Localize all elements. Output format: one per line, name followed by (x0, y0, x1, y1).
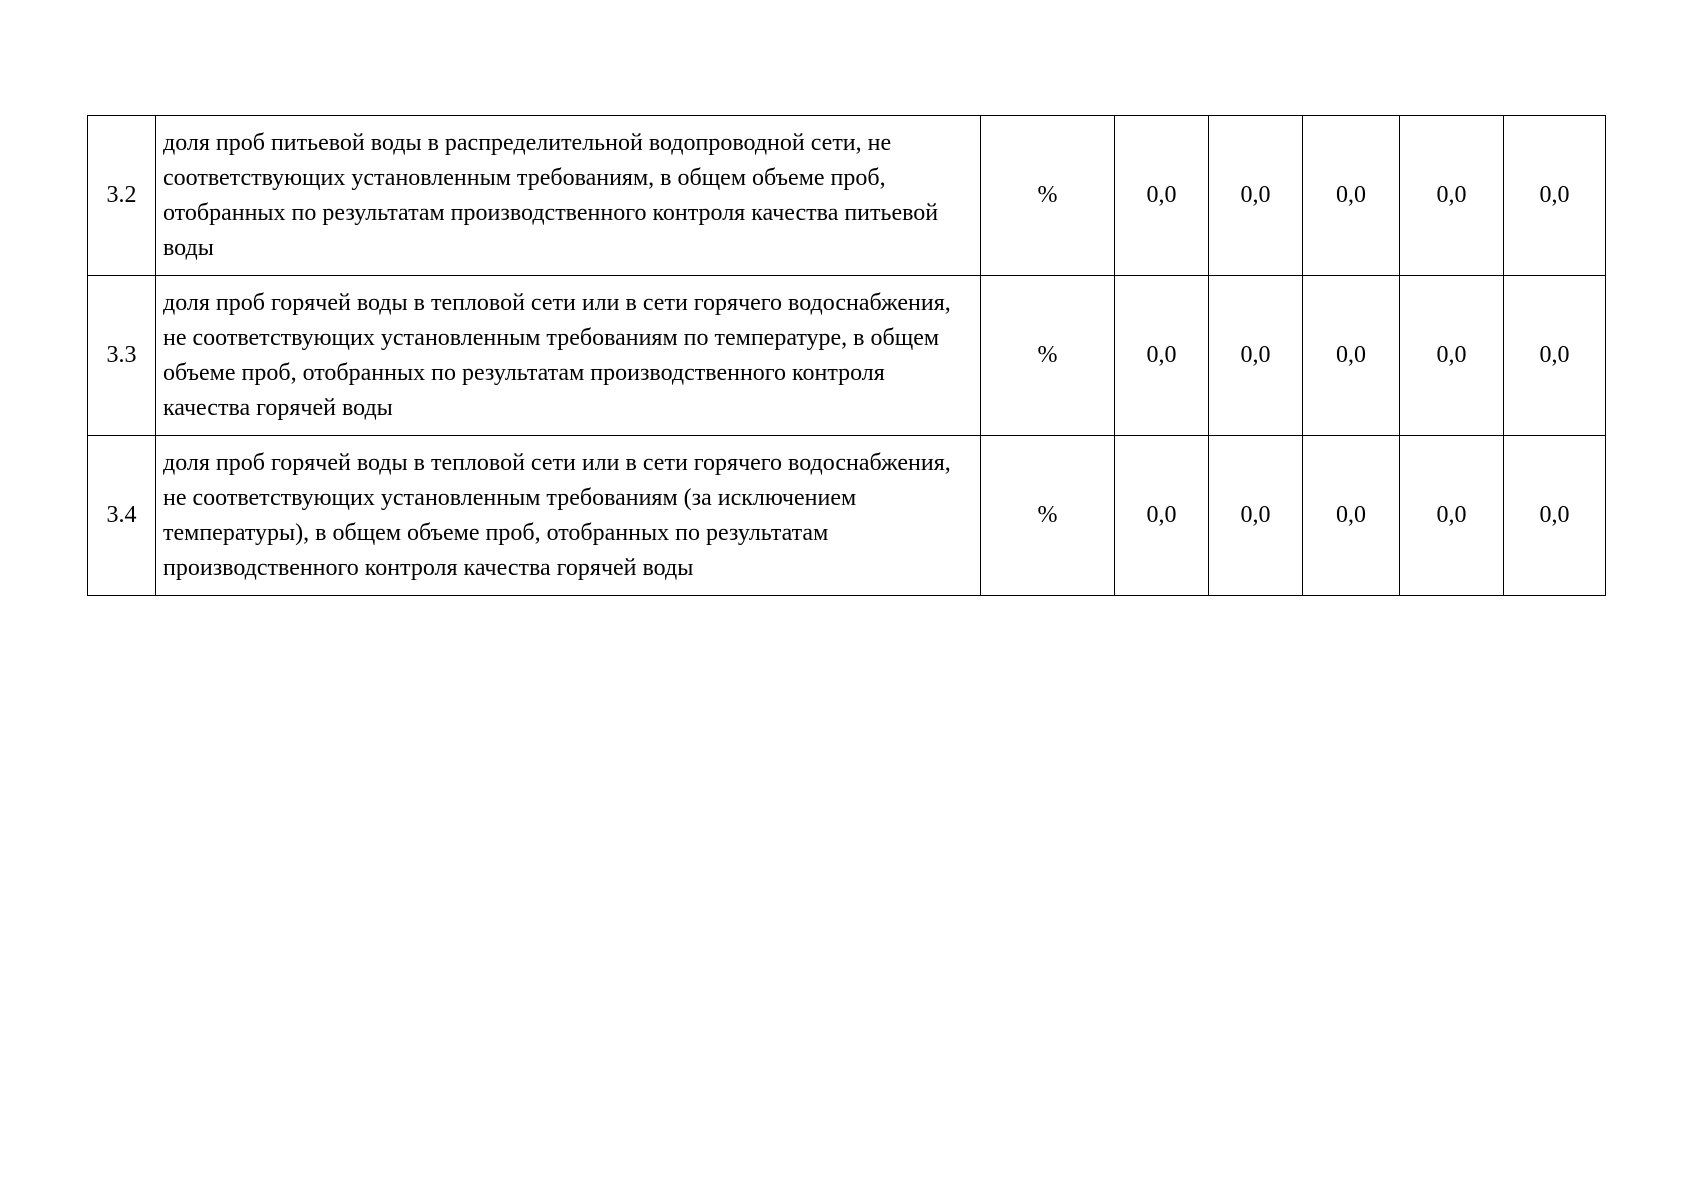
row-value: 0,0 (1115, 116, 1209, 276)
row-value: 0,0 (1115, 276, 1209, 436)
row-description-text: доля проб питьевой воды в распределительной водопроводной сети, не соответствующих установленным требованиям, в общем объеме проб, отобранных по результатам производственного контроля качества питьевой воды (163, 129, 939, 261)
row-number: 3.2 (88, 116, 156, 276)
row-value: 0,0 (1400, 436, 1504, 596)
row-value: 0,0 (1209, 276, 1303, 436)
row-description (156, 436, 981, 596)
row-number: 3.4 (88, 436, 156, 596)
row-unit: % (981, 276, 1115, 436)
row-description (156, 276, 981, 436)
row-value: 0,0 (1115, 436, 1209, 596)
row-value: 0,0 (1303, 276, 1400, 436)
row-unit: % (981, 116, 1115, 276)
row-value: 0,0 (1303, 116, 1400, 276)
row-number: 3.3 (88, 276, 156, 436)
row-value: 0,0 (1504, 276, 1606, 436)
row-value: 0,0 (1400, 276, 1504, 436)
table-row (88, 436, 1606, 596)
indicators-table (87, 115, 1606, 596)
row-unit: % (981, 436, 1115, 596)
row-description-text: доля проб горячей воды в тепловой сети или в сети горячего водоснабжения, не соответствующих установленным требованиям (за исключением температуры), в общем объеме проб, отобранных по результатам производственного контроля качества горячей воды (163, 449, 951, 581)
row-description-text: доля проб горячей воды в тепловой сети или в сети горячего водоснабжения, не соответствующих установленным требованиям по температуре, в общем объеме проб, отобранных по результатам производственного контроля качества горячей воды (163, 289, 951, 421)
row-value: 0,0 (1504, 436, 1606, 596)
row-value: 0,0 (1209, 116, 1303, 276)
row-value: 0,0 (1209, 436, 1303, 596)
table-row (88, 116, 1606, 276)
row-value: 0,0 (1504, 116, 1606, 276)
row-value: 0,0 (1400, 116, 1504, 276)
table-row (88, 276, 1606, 436)
row-description (156, 116, 981, 276)
row-value: 0,0 (1303, 436, 1400, 596)
